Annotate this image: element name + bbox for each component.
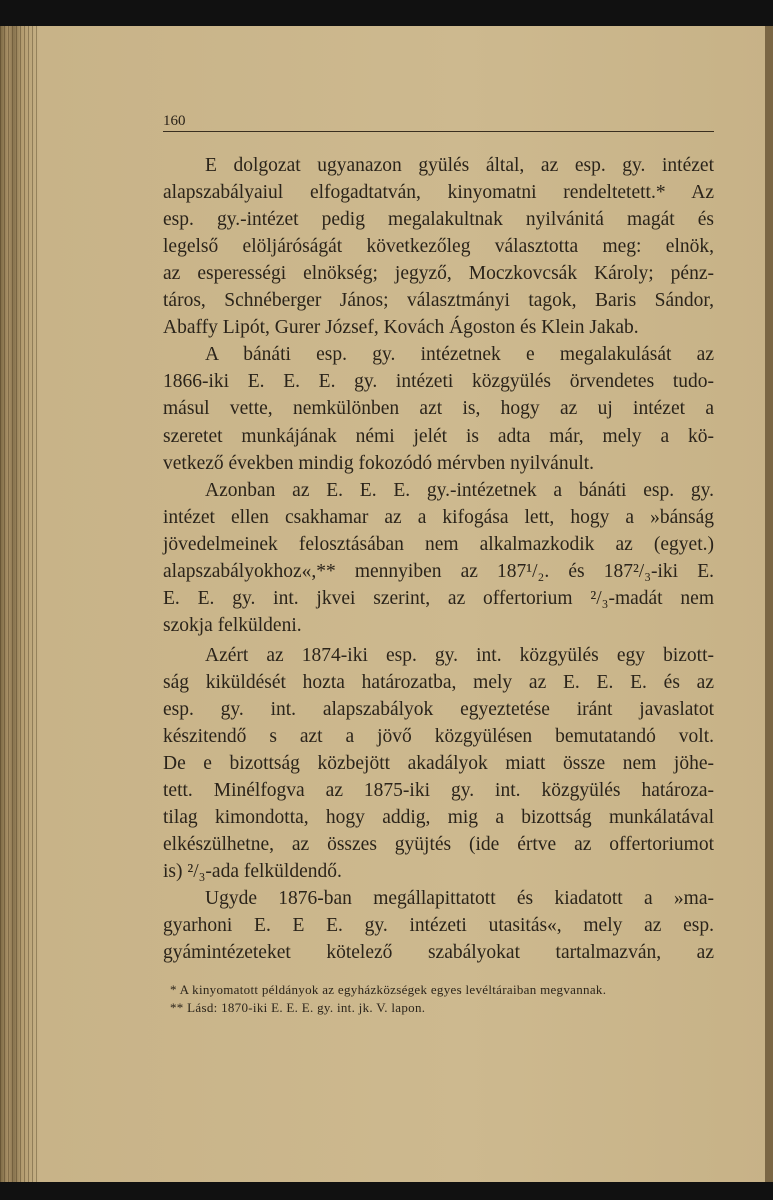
text-line: A bánáti esp. gy. intézetnek e megalakulását az (205, 344, 714, 366)
text-line: készitendő s azt a jövő közgyülésen bemutatandó volt. (163, 726, 714, 748)
text-line: is) ²/₃-ada felküldendő. (163, 861, 342, 883)
text-line: táros, Schnéberger János; választmányi tagok, Baris Sándor, (163, 290, 714, 312)
text-line: másul vette, nemkülönben azt is, hogy az uj intézet a (163, 398, 714, 420)
text-line: jövedelmeinek felosztásában nem alkalmazkodik az (egyet.) (163, 533, 714, 555)
text-line: szeretet munkájának némi jelét is adta már, mely a kö- (163, 425, 714, 447)
text-line: 1866-iki E. E. E. gy. intézeti közgyülés örvendetes tudo- (163, 371, 714, 393)
text-line: az esperességi elnökség; jegyző, Moczkovcsák Károly; pénz- (163, 263, 714, 285)
footnote-1: * A kinyomatott példányok az egyházközségek egyes levéltáraiban megvannak. (170, 982, 607, 997)
text-line: gyámintézeteket kötelező szabályokat tartalmazván, az (163, 942, 714, 964)
text-line: Azonban az E. E. E. gy.-intézetnek a bánáti esp. gy. (205, 479, 714, 501)
text-line: intézet ellen csakhamar az a kifogása lett, hogy a »bánság (163, 506, 714, 528)
text-line: elkészülhetne, az összes gyüjtés (ide értve az offertoriumot (163, 834, 714, 856)
page-right-edge (765, 26, 773, 1182)
text-line: ság kiküldését hozta határozatba, mely az E. E. E. és az (163, 671, 714, 693)
text-line: Azért az 1874-iki esp. gy. int. közgyülés egy bizott- (205, 644, 714, 666)
text-line: tilag kimondotta, hogy addig, mig a bizottság munkálatával (163, 807, 714, 829)
text-line: alapszabályokhoz«,** mennyiben az 187¹/₂. és 187²/₃-iki E. (163, 560, 714, 582)
text-line: E dolgozat ugyanazon gyülés által, az esp. gy. intézet (205, 155, 714, 176)
header-rule (163, 131, 714, 132)
text-line: esp. gy. int. alapszabályok egyeztetése iránt javaslatot (163, 699, 714, 720)
text-line: szokja felküldeni. (163, 614, 302, 636)
text-line: Ugyde 1876-ban megállapittatott és kiadatott a »ma- (205, 888, 714, 910)
text-line: esp. gy.-intézet pedig megalakultnak nyilvánitá magát és (163, 209, 714, 231)
page-number: 160 (163, 113, 186, 129)
text-line: gyarhoni E. E E. gy. intézeti utasitás«, mely az esp. (163, 915, 714, 937)
text-line: legelső elöljáróságát következőleg választotta meg: elnök, (163, 236, 714, 258)
text-line: De e bizottság közbejött akadályok miatt össze nem jöhe- (163, 753, 714, 775)
text-line: tett. Minélfogva az 1875-iki gy. int. közgyülés határoza- (163, 780, 714, 802)
text-line: alapszabályaiul elfogadtatván, kinyomatni rendeltetett.* Az (163, 182, 714, 204)
text-line: Abaffy Lipót, Gurer József, Kovách Ágoston és Klein Jakab. (163, 317, 639, 339)
text-line: vetkező években mindig fokozódó mérvben nyilvánult. (163, 452, 595, 474)
footnote-2: ** Lásd: 1870-iki E. E. E. gy. int. jk. V. lapon. (170, 1000, 426, 1015)
text-line: E. E. gy. int. jkvei szerint, az offertorium ²/₃-madát nem (163, 587, 714, 609)
page-stack-edge (0, 26, 40, 1182)
